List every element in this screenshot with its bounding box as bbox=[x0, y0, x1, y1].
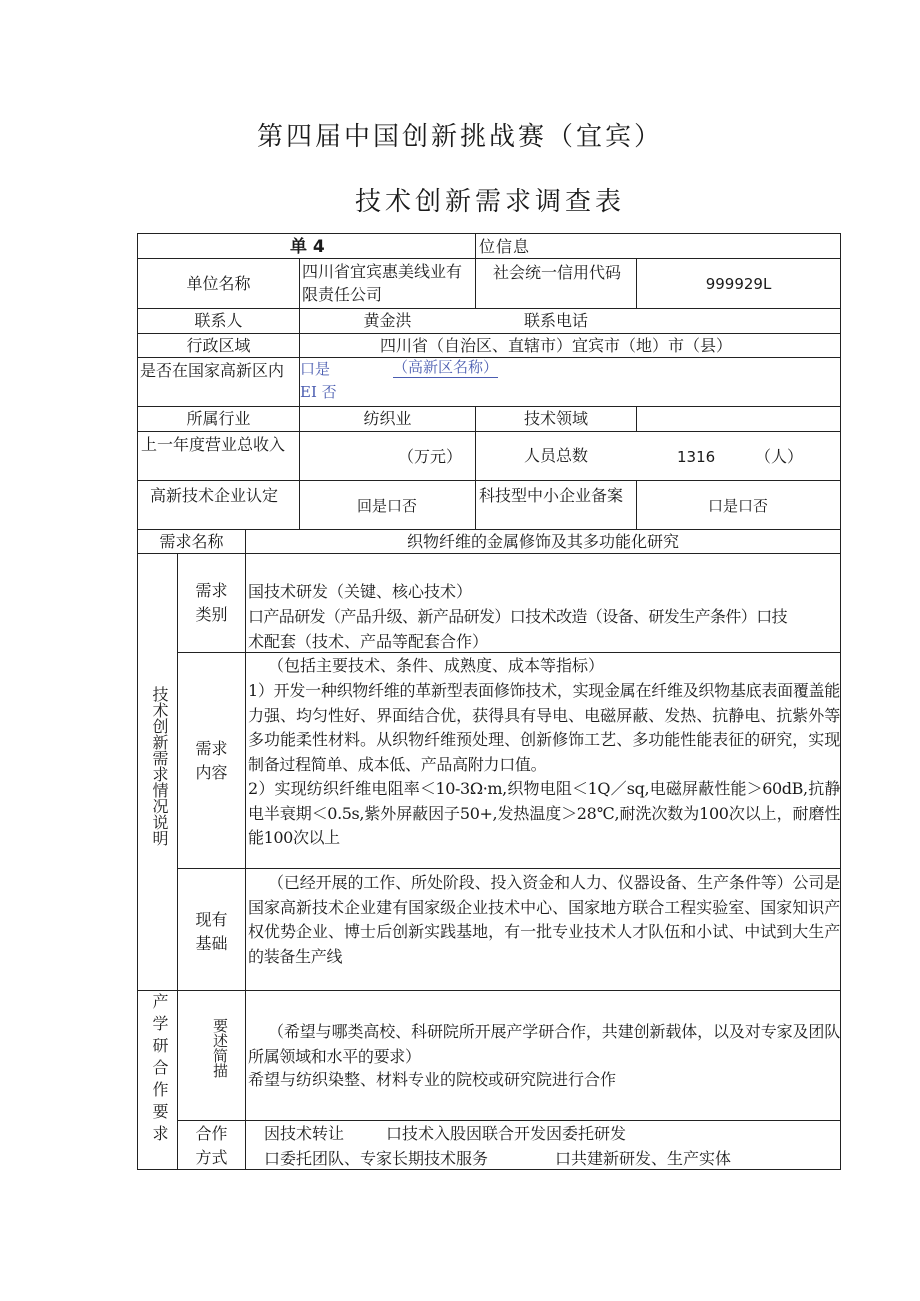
hightech-cert-label: 高新技术企业认定 bbox=[150, 486, 279, 505]
basis-label-line: 现有 bbox=[195, 910, 228, 929]
phone-label: 联系电话 bbox=[523, 311, 588, 330]
cooperation-mode-service[interactable]: 口委托团队、专家长期技术服务 bbox=[264, 1149, 489, 1168]
region-value: 四川省（自治区、直辖市）宜宾市（地）市（县） bbox=[380, 335, 733, 355]
hightech-zone-label: 是否在国家高新区内 bbox=[140, 361, 285, 380]
cooperation-mode-label-line: 方式 bbox=[195, 1148, 228, 1167]
cooperation-brief-hint: （希望与哪类高校、科研院所开展产学研合作，共建创新载体，以及对专家及团队所属领域和水平的要求） bbox=[248, 1022, 840, 1066]
cooperation-mode-options-1[interactable]: 口技术入股因联合开发因委托研发 bbox=[386, 1124, 627, 1143]
demand-section-label: 技术创新需求情况说明 bbox=[150, 686, 169, 846]
revenue-label: 上一年度营业总收入 bbox=[141, 435, 286, 454]
demand-type-line: 国技术研发（关键、核心技术） bbox=[248, 582, 473, 601]
hightech-zone-no-checkbox[interactable]: EI 否 bbox=[300, 383, 337, 401]
industry-label: 所属行业 bbox=[186, 409, 251, 428]
staff-value: 1316 bbox=[677, 448, 716, 466]
cooperation-brief-text: 希望与纺织染整、材料专业的院校或研究院进行合作 bbox=[248, 1070, 617, 1089]
demand-type-label-line: 需求 bbox=[195, 581, 228, 600]
demand-content-label-line: 内容 bbox=[195, 763, 228, 782]
contact-value: 黄金洪 bbox=[363, 311, 412, 330]
demand-name-label: 需求名称 bbox=[159, 531, 224, 551]
demand-type-label bbox=[178, 579, 245, 627]
unit-name-label: 单位名称 bbox=[186, 273, 251, 293]
contact-label: 联系人 bbox=[194, 311, 243, 330]
unit-info-header-right: 位信息 bbox=[479, 237, 531, 256]
cooperation-brief-label: 要述简描 bbox=[211, 1018, 229, 1078]
sme-value[interactable]: 口是口否 bbox=[708, 497, 769, 515]
cooperation-mode-label bbox=[178, 1122, 245, 1170]
credit-code-label: 社会统一信用代码 bbox=[492, 263, 621, 282]
unit-info-header-left: 单 4 bbox=[290, 237, 325, 257]
demand-type-line: 术配套（技术、产品等配套合作） bbox=[248, 632, 489, 651]
form-subtitle: 技术创新需求调查表 bbox=[354, 187, 625, 217]
staff-label: 人员总数 bbox=[523, 446, 588, 465]
hightech-zone-name-field[interactable]: （高新区名称） bbox=[393, 358, 499, 376]
cooperation-mode-entity[interactable]: 口共建新研发、生产实体 bbox=[555, 1149, 732, 1168]
demand-content-item-1: 1）开发一种织物纤维的革新型表面修饰技术，实现金属在纤维及织物基底表面覆盖能力强、均匀性好、界面结合优，获得具有导电、电磁屏蔽、发热、抗静电、抗紫外等多功能柔性材料。从织物纤维预处理、创新修饰工艺、多功能性能表征的研究，实现制备过程简单、成本低、产品高附力口值。 bbox=[248, 681, 840, 774]
cooperation-section-label: 产学研合作要求 bbox=[150, 993, 169, 1147]
cooperation-mode-label-line: 合作 bbox=[195, 1124, 228, 1143]
basis-label bbox=[178, 908, 245, 956]
phone-value bbox=[637, 309, 840, 333]
basis-label-line: 基础 bbox=[195, 934, 228, 953]
unit-name-value: 四川省宜宾惠美线业有限责任公司 bbox=[302, 262, 463, 304]
sme-label: 科技型中小企业备案 bbox=[479, 486, 624, 505]
demand-content-label-line: 需求 bbox=[195, 739, 228, 758]
hightech-zone-yes-checkbox[interactable]: 口是 bbox=[300, 360, 331, 378]
revenue-unit: （万元） bbox=[398, 447, 463, 466]
credit-code-value: 999929L bbox=[705, 274, 772, 293]
demand-type-label-line: 类别 bbox=[195, 605, 228, 624]
tech-field-label: 技术领域 bbox=[523, 409, 588, 428]
cooperation-mode-transfer[interactable]: 因技术转让 bbox=[264, 1124, 345, 1143]
hightech-cert-value[interactable]: 回是口否 bbox=[357, 497, 418, 515]
demand-content-item-2: 2）实现纺织纤维电阻率＜10-3Ω·m,织物电阻＜1Q／sq,电磁屏蔽性能＞60dB,抗静电半衰期＜0.5s,紫外屏蔽因子50+,发热温度＞28℃,耐洗次数为100次以上，耐磨性能100次以上 bbox=[248, 779, 840, 847]
demand-name-value: 织物纤维的金属修饰及其多功能化研究 bbox=[406, 531, 679, 551]
form-title: 第四届中国创新挑战赛（宜宾） bbox=[256, 122, 663, 152]
demand-content-label bbox=[178, 737, 245, 785]
basis-text: （已经开展的工作、所处阶段、投入资金和人力、仪器设备、生产条件等）公司是国家高新技术企业建有国家级企业技术中心、国家地方联合工程实验室、国家知识产权优势企业、博士后创新实践基地，有一批专业技术人才队伍和小试、中试到大生产的装备生产线 bbox=[248, 873, 840, 966]
staff-unit: （人） bbox=[755, 447, 804, 466]
demand-content-hint: （包括主要技术、条件、成熟度、成本等指标） bbox=[268, 656, 605, 675]
demand-type-line: 口产品研发（产品升级、新产品研发）口技术改造（设备、研发生产条件）口技 bbox=[248, 607, 788, 626]
industry-value: 纺织业 bbox=[363, 409, 412, 428]
region-label: 行政区域 bbox=[186, 335, 251, 355]
tech-field-value bbox=[637, 407, 840, 431]
demand-type-options[interactable] bbox=[248, 579, 840, 654]
